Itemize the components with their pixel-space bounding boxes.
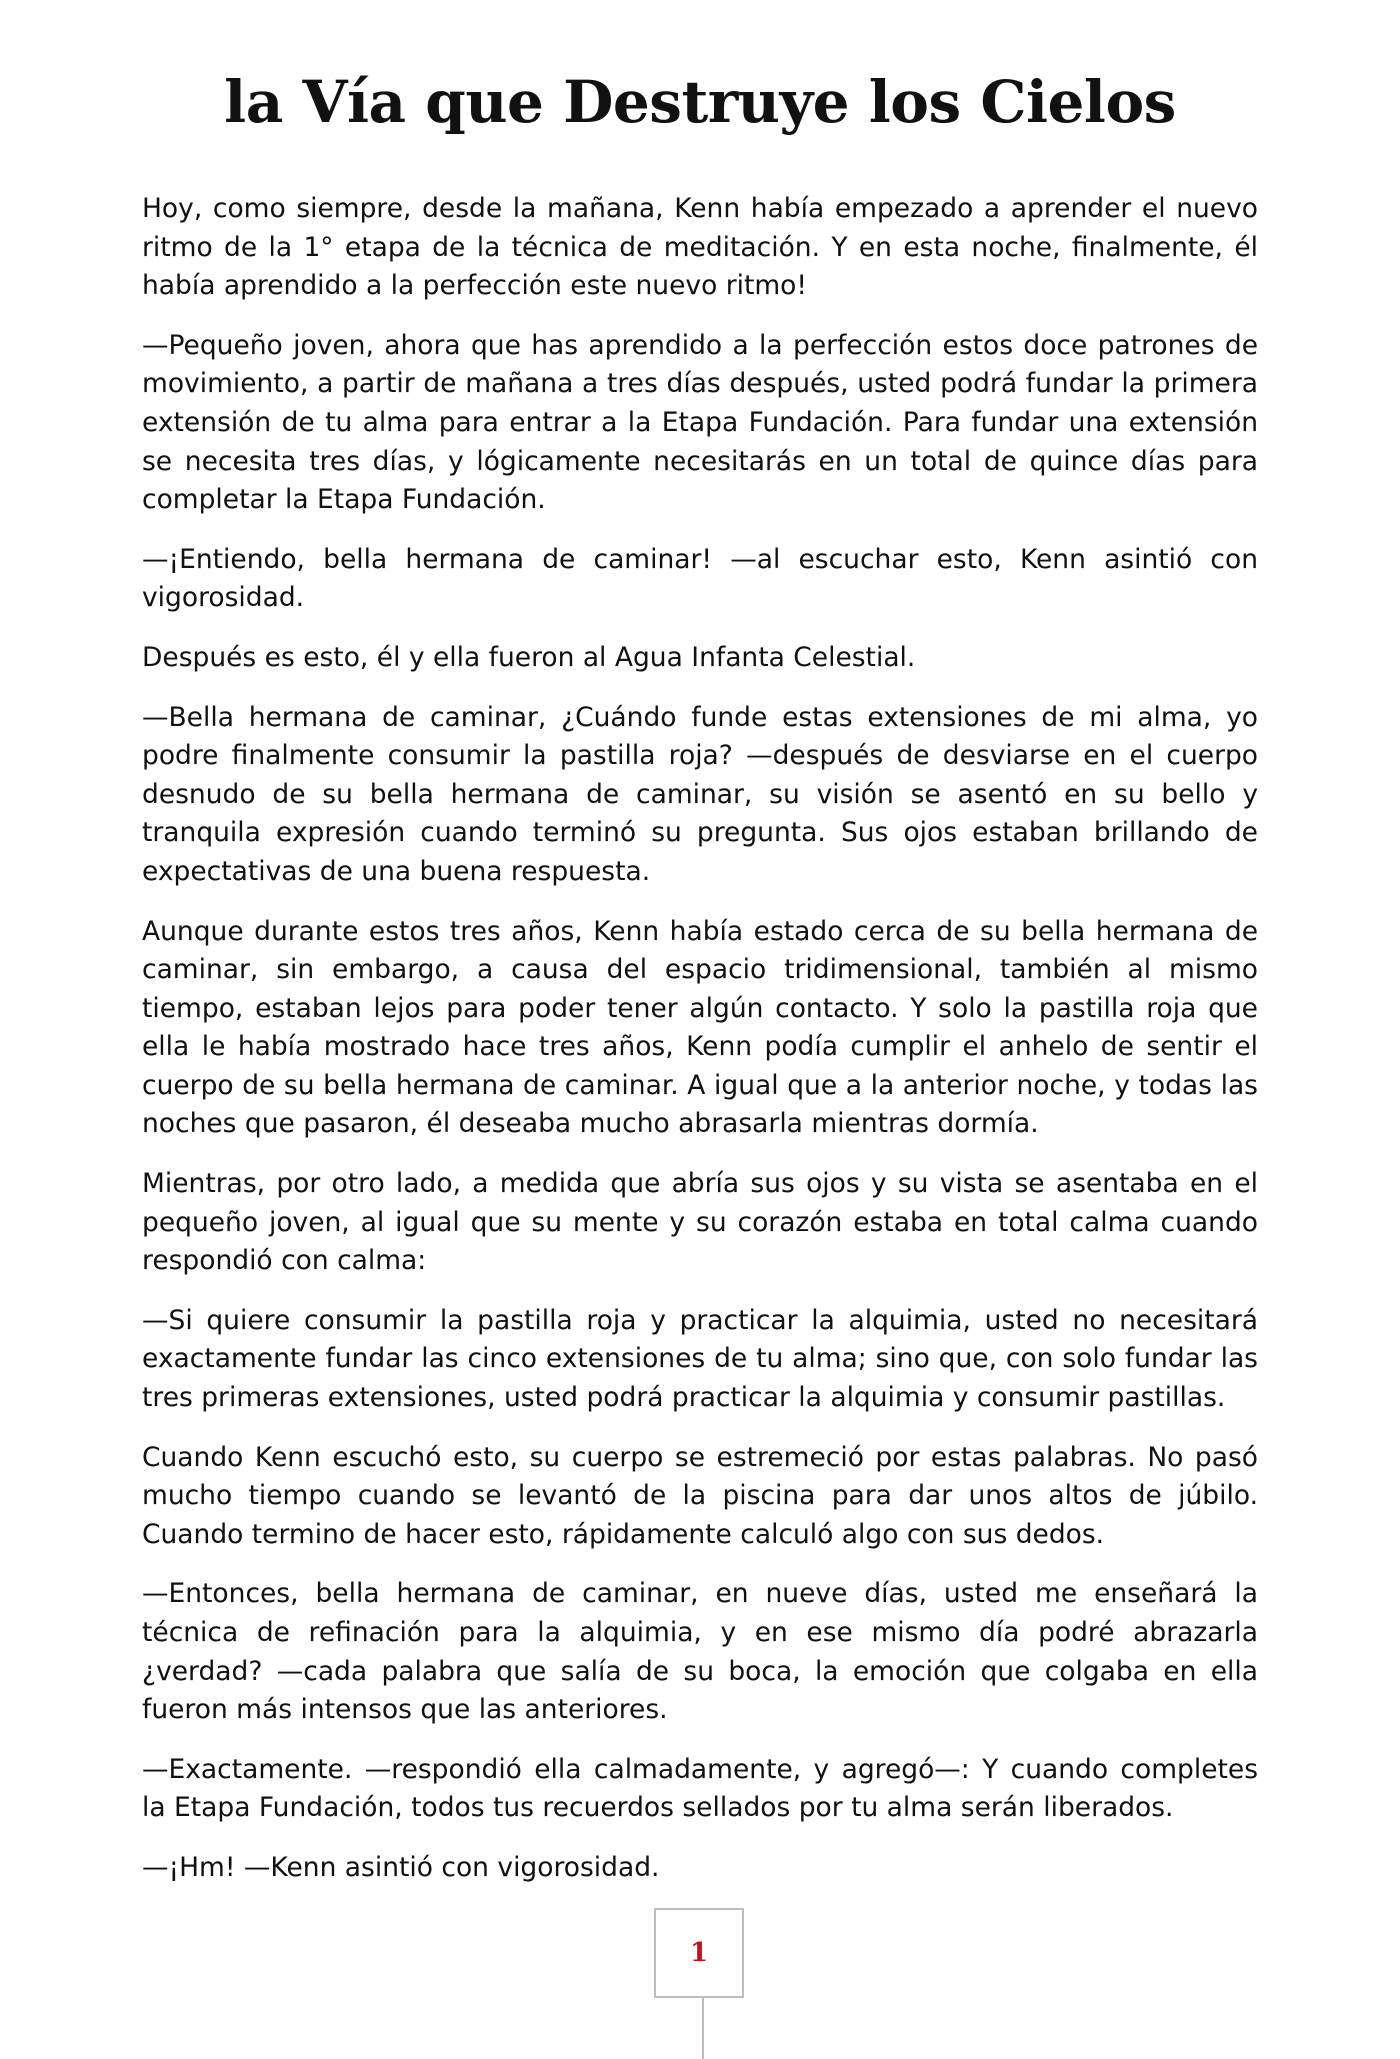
page-number: 1	[689, 1938, 709, 1968]
paragraph: Cuando Kenn escuchó esto, su cuerpo se estremeció por estas palabras. No pasó mucho tiempo cuando se levantó de la piscina para dar unos altos de júbilo. Cuando termino de hacer esto, rápidamente calculó algo con sus dedos.	[142, 1441, 1258, 1550]
paragraph: —Entonces, bella hermana de caminar, en nueve días, usted me enseñará la técnica de refinación para la alquimia, y en ese mismo día podré abrazarla ¿verdad? —cada palabra que salía de su boca, la emoción que colgaba en ella fueron más intensos que las anteriores.	[142, 1578, 1258, 1726]
paragraph: —¡Hm! —Kenn asintió con vigorosidad.	[142, 1851, 660, 1883]
paragraph: —Exactamente. —respondió ella calmadamente, y agregó—: Y cuando completes la Etapa Fundación, todos tus recuerdos sellados por tu alma serán liberados.	[142, 1753, 1258, 1824]
paragraph: —Bella hermana de caminar, ¿Cuándo funde estas extensiones de mi alma, yo podre finalmente consumir la pastilla roja? —después de desviarse en el cuerpo desnudo de su bella hermana de caminar, su visión se asentó en su bello y tranquila expresión cuando terminó su pregunta. Sus ojos estaban brillando de expectativas de una buena respuesta.	[142, 701, 1258, 887]
paragraph: Aunque durante estos tres años, Kenn había estado cerca de su bella hermana de caminar, sin embargo, a causa del espacio tridimensional, también al mismo tiempo, estaban lejos para poder tener algún contacto. Y solo la pastilla roja que ella le había mostrado hace tres años, Kenn podía cumplir el anhelo de sentir el cuerpo de su bella hermana de caminar. A igual que a la anterior noche, y todas las noches que pasaron, él deseaba mucho abrasarla mientras dormía.	[142, 915, 1258, 1140]
page-number-box	[654, 1908, 744, 1998]
paragraph: Después es esto, él y ella fueron al Agua Infanta Celestial.	[142, 641, 916, 673]
paragraph: Mientras, por otro lado, a medida que abría sus ojos y su vista se asentaba en el pequeño joven, al igual que su mente y su corazón estaba en total calma cuando respondió con calma:	[142, 1168, 1258, 1277]
page-number-connector-line	[702, 1998, 704, 2059]
paragraph: Hoy, como siempre, desde la mañana, Kenn había empezado a aprender el nuevo ritmo de la 1° etapa de la técnica de meditación. Y en esta noche, finalmente, él había aprendido a la perfección este nuevo ritmo!	[142, 193, 1258, 302]
paragraph: —Pequeño joven, ahora que has aprendido a la perfección estos doce patrones de movimiento, a partir de mañana a tres días después, usted podrá fundar la primera extensión de tu alma para entrar a la Etapa Fundación. Para fundar una extensión se necesita tres días, y lógicamente necesitarás en un total de quince días para completar la Etapa Fundación.	[142, 329, 1258, 516]
document-body	[142, 190, 1258, 1909]
paragraph: —¡Entiendo, bella hermana de caminar! —al escuchar esto, Kenn asintió con vigorosidad.	[142, 543, 1258, 614]
document-title: la Vía que Destruye los Cielos	[224, 68, 1176, 136]
paragraph: —Si quiere consumir la pastilla roja y practicar la alquimia, usted no necesitará exactamente fundar las cinco extensiones de tu alma; sino que, con solo fundar las tres primeras extensiones, usted podrá practicar la alquimia y consumir pastillas.	[142, 1304, 1258, 1414]
